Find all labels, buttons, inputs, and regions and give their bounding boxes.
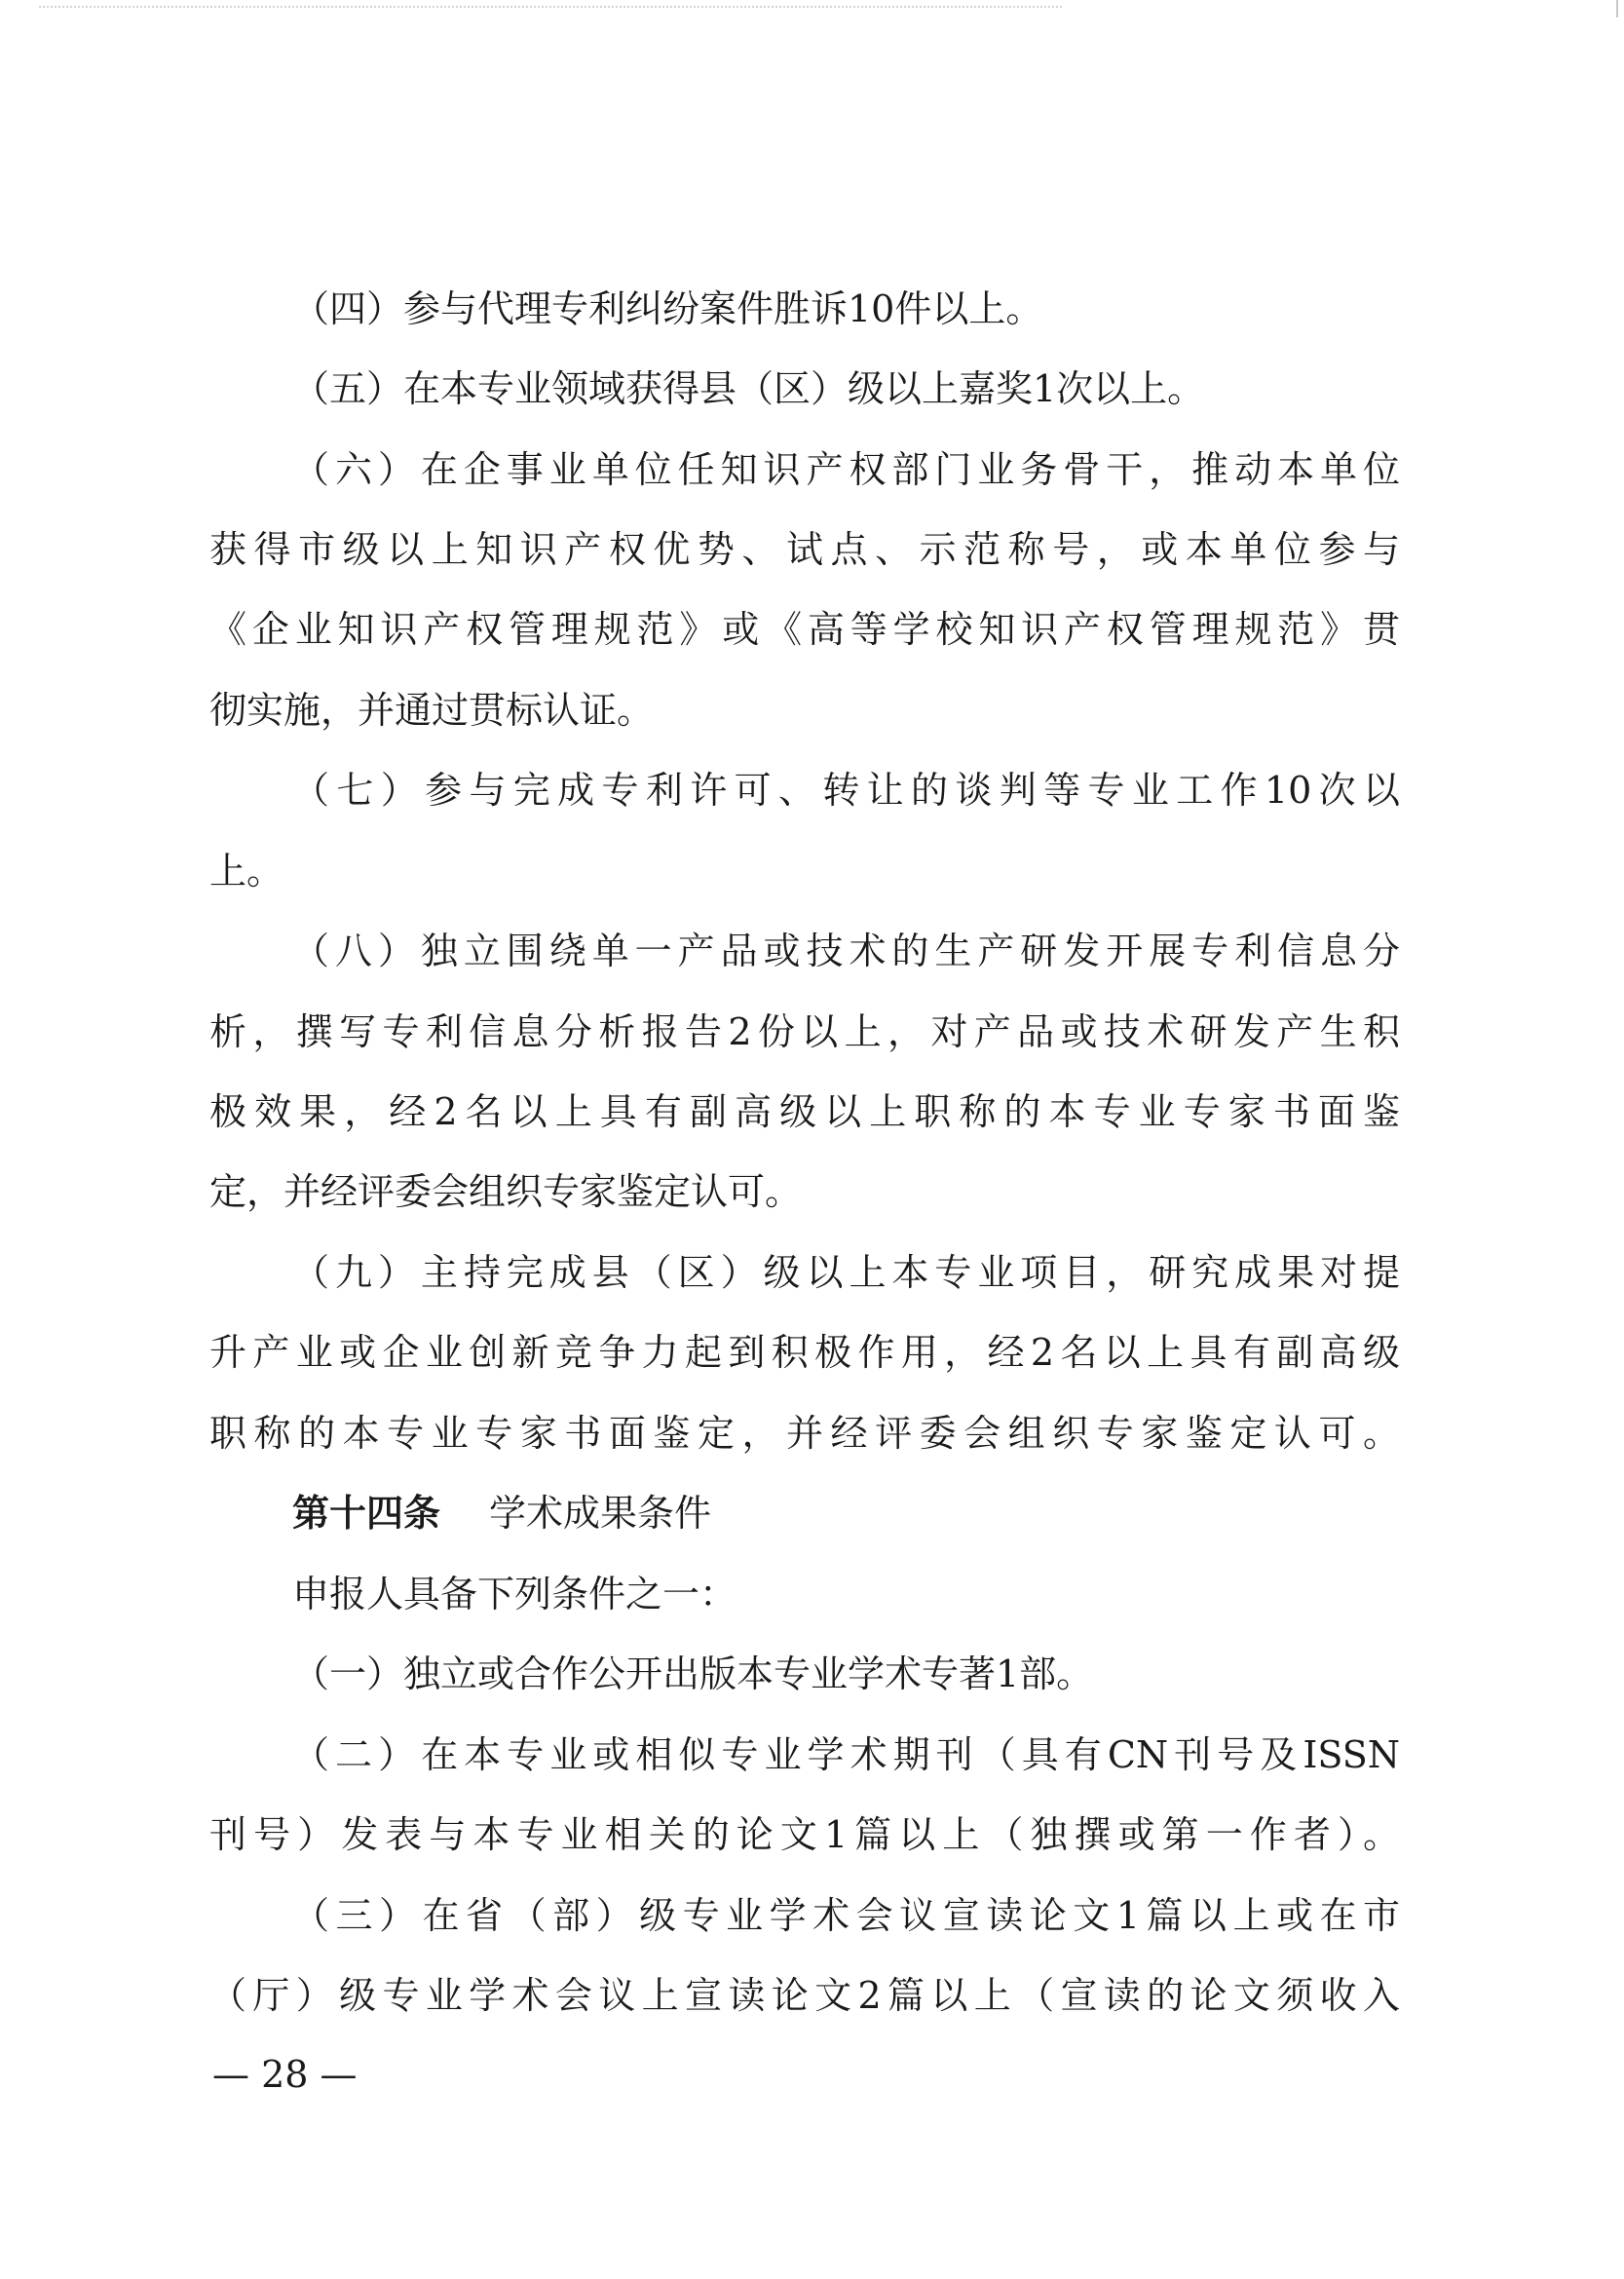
article-intro: 申报人具备下列条件之一： <box>292 1573 737 1615</box>
list-item-line: （二）在本专业或相似专业学术期刊（具有CN刊号及ISSN <box>292 1733 1400 1776</box>
article-heading <box>292 1490 711 1537</box>
paragraph-line: （九）主持完成县（区）级以上本专业项目，研究成果对提 <box>292 1251 1400 1294</box>
paragraph-line: 获得市级以上知识产权优势、试点、示范称号，或本单位参与 <box>209 528 1400 571</box>
paragraph-line: 彻实施，并通过贯标认证。 <box>209 689 655 732</box>
scan-edge-mark <box>1616 0 1618 18</box>
paragraph-line: 《企业知识产权管理规范》或《高等学校知识产权管理规范》贯 <box>209 608 1400 651</box>
paragraph-line: （五）在本专业领域获得县（区）级以上嘉奖1次以上。 <box>292 367 1205 410</box>
list-item-line: 刊号）发表与本专业相关的论文1篇以上（独撰或第一作者）。 <box>209 1813 1400 1856</box>
paragraph-line: 职称的本专业专家书面鉴定，并经评委会组织专家鉴定认可。 <box>209 1412 1400 1455</box>
list-item-line: （厅）级专业学术会议上宣读论文2篇以上（宣读的论文须收入 <box>209 1974 1400 2017</box>
scan-noise-top <box>39 6 1062 16</box>
paragraph-line: 上。 <box>209 850 284 893</box>
article-title: 学术成果条件 <box>489 1492 712 1535</box>
paragraph-line: 极效果，经2名以上具有副高级以上职称的本专业专家书面鉴 <box>209 1090 1400 1133</box>
paragraph-line: （四）参与代理专利纠纷案件胜诉10件以上。 <box>292 287 1043 330</box>
paragraph-line: 升产业或企业创新竞争力起到积极作用，经2名以上具有副高级 <box>209 1331 1400 1374</box>
paragraph-line: 析，撰写专利信息分析报告2份以上，对产品或技术研发产生积 <box>209 1010 1400 1053</box>
paragraph-line: （六）在企事业单位任知识产权部门业务骨干，推动本单位 <box>292 448 1400 491</box>
paragraph-line: （八）独立围绕单一产品或技术的生产研发开展专利信息分 <box>292 930 1400 972</box>
list-item-line: （一）独立或合作公开出版本专业学术专著1部。 <box>292 1652 1094 1695</box>
list-item-line: （三）在省（部）级专业学术会议宣读论文1篇以上或在市 <box>292 1894 1400 1937</box>
paragraph-line: （七）参与完成专利许可、转让的谈判等专业工作10次以 <box>292 769 1400 812</box>
page-number: — 28 — <box>212 2053 358 2096</box>
article-number: 第十四条 <box>292 1491 441 1535</box>
paragraph-line: 定，并经评委会组织专家鉴定认可。 <box>209 1170 803 1213</box>
